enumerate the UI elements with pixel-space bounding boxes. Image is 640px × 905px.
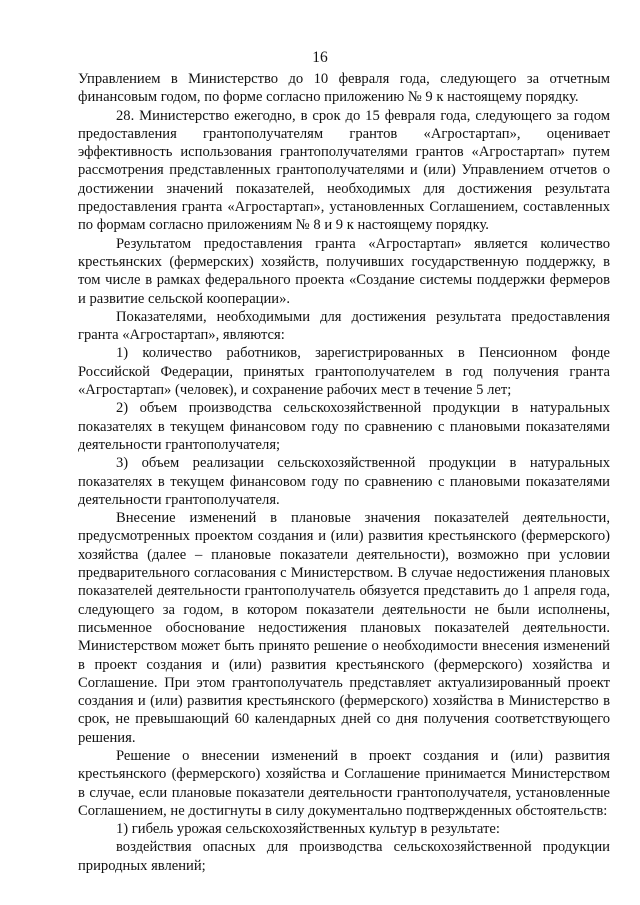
paragraph-plan-changes: Внесение изменений в плановые значения показателей деятельности, предусмотренных проектом создания и (или) развития крестьянского (фермерского) хозяйства (далее – плановые показатели деятельности), возможно при условии предварительного согласования с Министерством. В случае недостижения плановых показателей деятельности грантополучатель обязуется представить до 1 апреля года, следующего за годом, в котором показатели деятельности не были исполнены, письменное обоснование недостижения плановых показателей деятельности. Министерством может быть принято решение о необходимости внесения изменений в проект создания и (или) развития крестьянского (фермерского) хозяйства и Соглашение. При этом грантополучатель представляет актуализированный проект создания и (или) развития крестьянского (фермерского) хозяйства в Министерство в срок, не превышающий 60 календарных дней со дня получения соответствующего решения. (78, 510, 610, 746)
paragraph-circumstance-1: 1) гибель урожая сельскохозяйственных культур в результате: (116, 821, 500, 838)
page-number: 16 (312, 49, 328, 66)
paragraph-indicator-1: 1) количество работников, зарегистрированных в Пенсионном фонде Российской Федерации, принятых грантополучателем в год получения гранта «Агростартап» (человек), и сохранение рабочих мест в течение 5 лет; (78, 345, 610, 399)
paragraph-grant-result: Результатом предоставления гранта «Агростартап» является количество крестьянских (фермерских) хозяйств, получивших государственную поддержку, в том числе в рамках федерального проекта «Создание системы поддержки фермеров и развитие сельской кооперации». (78, 235, 610, 307)
paragraph-item-28: 28. Министерство ежегодно, в срок до 15 февраля года, следующего за годом предоставления грантополучателям грантов «Агростартап», оценивает эффективность использования грантополучателями грантов «Агростартап» путем рассмотрения представленных грантополучателями и (или) Управлением отчетов о достижении значений показателей, необходимых для достижения результата предоставления гранта «Агростартап», установленных Соглашением, составленных по формам согласно приложениям № 8 и 9 к настоящему порядку. (78, 107, 610, 234)
paragraph-change-decision: Решение о внесении изменений в проект создания и (или) развития крестьянского (фермерского) хозяйства и Соглашение принимается Министерством в случае, если плановые показатели деятельности грантополучателя, установленные Соглашением, не достигнуты в силу документально подтвержденных обстоятельств: (78, 747, 610, 819)
paragraph-continuation: Управлением в Министерство до 10 февраля года, следующего за отчетным финансовым годом, по форме согласно приложению № 9 к настоящему порядку. (78, 71, 610, 106)
document-body (78, 70, 610, 875)
paragraph-indicators-intro: Показателями, необходимыми для достижения результата предоставления гранта «Агростартап», являются: (78, 308, 610, 344)
paragraph-indicator-3: 3) объем реализации сельскохозяйственной продукции в натуральных показателях в текущем финансовом году по сравнению с плановыми показателями деятельности грантополучателя. (78, 455, 610, 508)
paragraph-natural-hazards: воздействия опасных для производства сельскохозяйственной продукции природных явлений; (78, 839, 610, 874)
paragraph-indicator-2: 2) объем производства сельскохозяйственной продукции в натуральных показателях в текущем финансовом году по сравнению с плановыми показателями деятельности грантополучателя; (78, 400, 610, 453)
